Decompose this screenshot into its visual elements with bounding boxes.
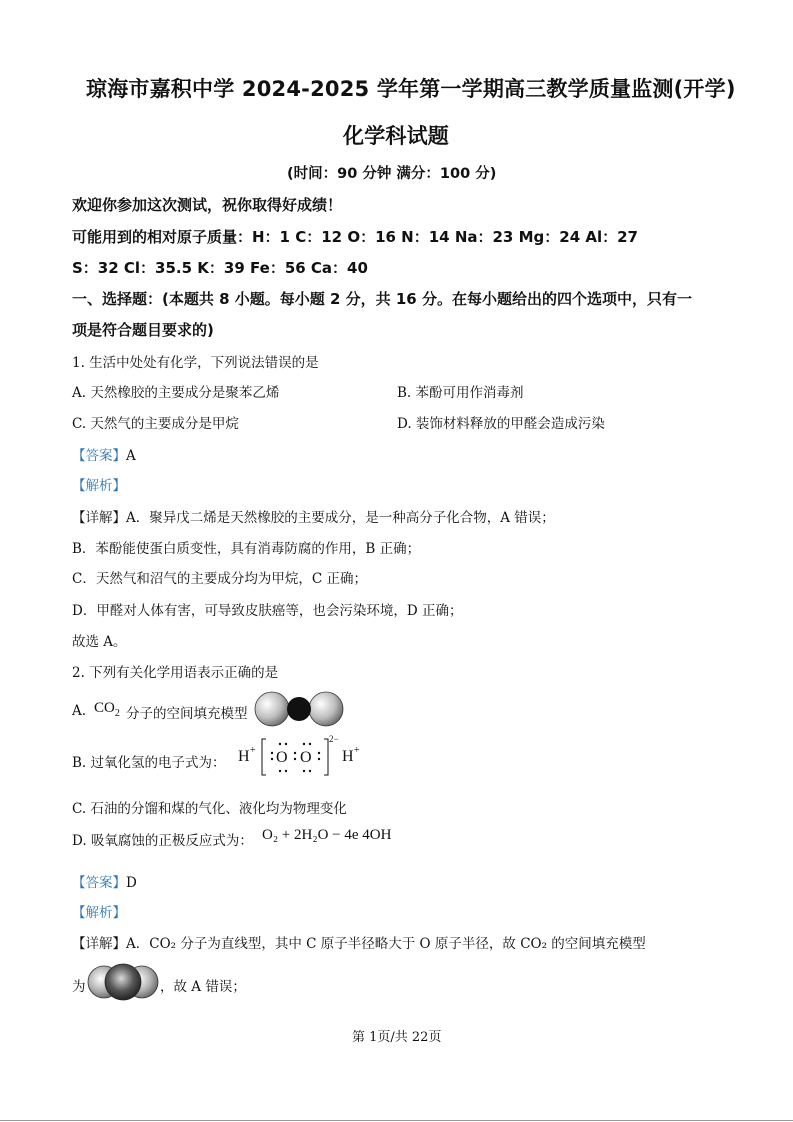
q2-option-a-formula — [94, 700, 120, 719]
answer-tag: 【答案】 — [72, 448, 126, 464]
plus-right: + — [354, 745, 360, 756]
h2o2-electron-formula-figure — [236, 731, 366, 779]
detail-tag: 【详解】 — [72, 510, 126, 526]
bottom-divider — [0, 1120, 793, 1121]
time-info: (时间：90 分钟 满分：100 分) — [287, 166, 497, 182]
q2-stem: 2. 下列有关化学用语表示正确的是 — [72, 665, 279, 681]
q1-conclusion: 故选 A。 — [72, 634, 127, 650]
q2-option-a-prefix: A. — [72, 703, 87, 719]
q1-answer — [72, 444, 136, 464]
answer-value: A — [126, 448, 136, 464]
welcome-text: 欢迎你参加这次测试，祝你取得好成绩！ — [72, 196, 343, 214]
oxygen-2: O — [300, 749, 312, 766]
co-text: CO — [94, 700, 115, 716]
atomic-mass-line2: S：32 Cl：35.5 K：39 Fe：56 Ca：40 — [72, 259, 368, 277]
page-number: 第 1页/共 22页 — [352, 1030, 442, 1045]
answer-tag: 【答案】 — [72, 875, 126, 891]
q2-analysis-tag: 【解析】 — [72, 905, 126, 921]
q2-option-d-formula: O₂ + 2H₂O − 4e 4OH — [262, 827, 392, 843]
answer-value: D — [126, 875, 137, 891]
q2-option-d-text: D. 吸氧腐蚀的正极反应式为： — [72, 833, 253, 849]
oxygen-atom-right — [309, 692, 343, 726]
q1-analysis-tag: 【解析】 — [72, 478, 126, 494]
page-subtitle: 化学科试题 — [343, 124, 449, 148]
q1-detail2: B．苯酚能使蛋白质变性，具有消毒防腐的作用，B 正确； — [72, 541, 421, 557]
plus-left: + — [250, 745, 256, 756]
atomic-mass-line1: 可能用到的相对原子质量：H：1 C：12 O：16 N：14 Na：23 Mg：24 Al：27 — [72, 228, 638, 246]
hydrogen-left: H — [238, 748, 250, 765]
q2-detail2-suffix: ，故 A 错误； — [160, 979, 246, 995]
q1-detail1 — [72, 506, 555, 526]
section-heading-line2: 项是符合题目要求的) — [72, 321, 214, 339]
q2-option-c: C. 石油的分馏和煤的气化、液化均为物理变化 — [72, 801, 347, 817]
q2-detail2-prefix: 为 — [72, 979, 86, 995]
q2-option-b-text: B. 过氧化氢的电子式为： — [72, 755, 226, 771]
q2-answer — [72, 871, 137, 891]
oxygen-atom-left — [255, 692, 289, 726]
q2-option-a-text: 分子的空间填充模型 — [126, 706, 248, 722]
q1-option-a: A. 天然橡胶的主要成分是聚苯乙烯 — [72, 385, 280, 401]
q1-option-d: D. 装饰材料释放的甲醛会造成污染 — [397, 416, 605, 432]
q1-detail4: D．甲醛对人体有害，可导致皮肤癌等，也会污染环境，D 正确； — [72, 603, 463, 619]
co-subscript: 2 — [114, 708, 120, 719]
page-title: 琼海市嘉积中学 2024-2025 学年第一学期高三教学质量监测(开学) — [86, 77, 736, 101]
detail-tag: 【详解】 — [72, 936, 126, 952]
oxygen-1: O — [276, 749, 288, 766]
co2-wrong-model-figure — [253, 690, 345, 728]
co2-correct-model-figure — [87, 962, 159, 1002]
detail-text: A．聚异戊二烯是天然橡胶的主要成分，是一种高分子化合物，A 错误； — [126, 510, 555, 526]
section-heading-line1: 一、选择题：(本题共 8 小题。每小题 2 分，共 16 分。在每小题给出的四个选项中，只有一 — [72, 290, 692, 308]
detail-text: A．CO₂ 分子为直线型，其中 C 原子半径略大于 O 原子半径，故 CO₂ 的空间填充模型 — [126, 936, 646, 952]
q1-stem: 1. 生活中处处有化学，下列说法错误的是 — [72, 355, 319, 371]
q1-detail3: C．天然气和沼气的主要成分均为甲烷，C 正确； — [72, 571, 367, 587]
q1-option-b: B. 苯酚可用作消毒剂 — [397, 385, 524, 401]
hydrogen-right: H — [342, 748, 354, 765]
q1-option-c: C. 天然气的主要成分是甲烷 — [72, 416, 239, 432]
q2-detail1 — [72, 932, 646, 952]
carbon-atom — [287, 697, 311, 721]
charge-label: 2− — [329, 734, 339, 744]
